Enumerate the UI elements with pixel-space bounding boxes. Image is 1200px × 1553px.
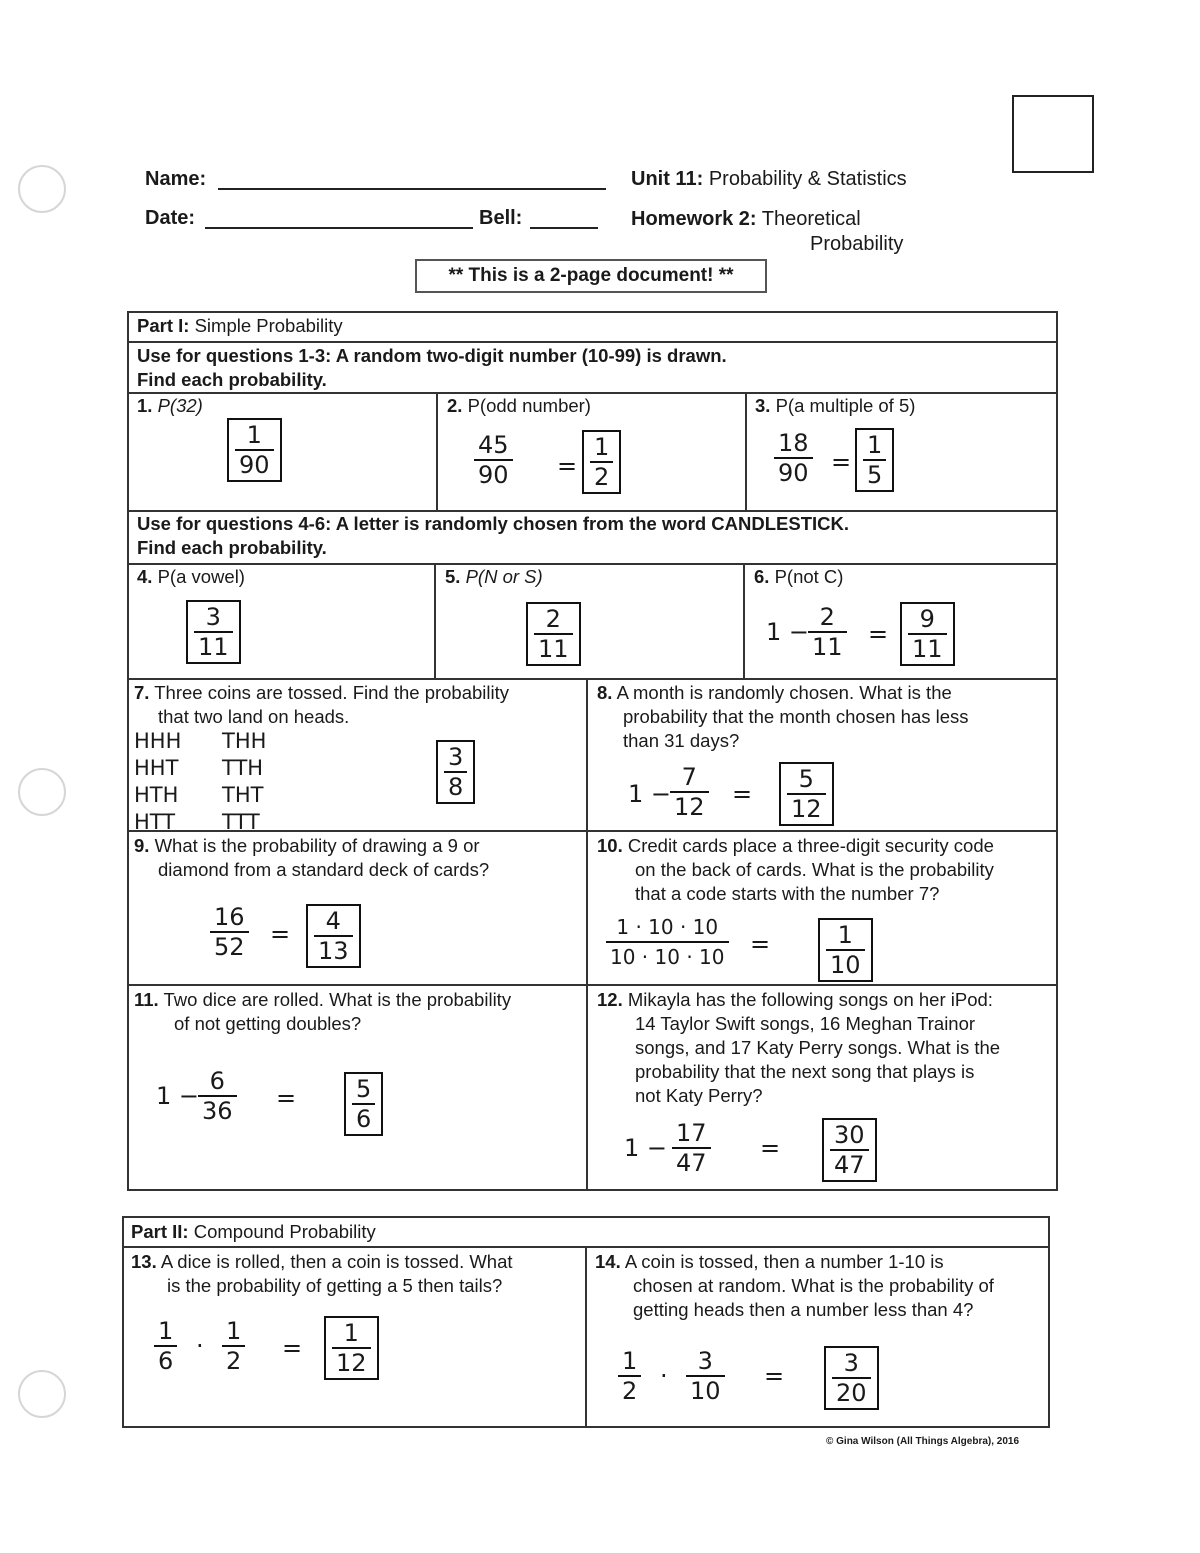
work-9: 16 52 <box>210 904 249 960</box>
work-13-b: 1 2 <box>222 1318 245 1374</box>
equals-8: = <box>732 780 753 808</box>
question-12: 12. Mikayla has the following songs on her iPod: 14 Taylor Swift songs, 16 Meghan Trainor songs, and 17 Katy Perry songs. What is the probability that the next song that plays is not Katy Perry? <box>597 989 1001 1106</box>
question-5: 5. P(N or S) <box>445 566 543 587</box>
homework-title <box>631 208 861 231</box>
name-label: Name: <box>145 168 207 190</box>
date-label: Date: <box>145 207 196 229</box>
bell-line <box>530 227 598 229</box>
answer-7: 3 8 <box>436 740 475 804</box>
work-11: 6 36 <box>198 1068 237 1124</box>
question-9: 9. What is the probability of drawing a 9 or diamond from a standard deck of cards? <box>134 835 490 880</box>
work-14-a: 1 2 <box>618 1348 641 1404</box>
answer-9: 4 13 <box>306 904 361 968</box>
answer-14: 3 20 <box>824 1346 879 1410</box>
instructions-4-6-line1: Use for questions 4-6: A letter is randomly chosen from the word CANDLESTICK. <box>137 513 850 534</box>
one-minus-6: 1 − <box>766 618 810 646</box>
answer-3: 1 5 <box>855 428 894 492</box>
answer-4: 3 11 <box>186 600 241 664</box>
unit-name: Probability & Statistics <box>708 168 907 190</box>
score-box <box>1012 95 1094 173</box>
equals-14: = <box>764 1362 785 1390</box>
question-8: 8. A month is randomly chosen. What is the probability that the month chosen has less than 31 days? <box>597 682 969 751</box>
bell-label: Bell: <box>479 207 523 229</box>
answer-12: 30 47 <box>822 1118 877 1182</box>
coin-outcomes-col2: THH TTH THT TTT <box>222 729 267 834</box>
two-page-banner: ** This is a 2-page document! ** <box>415 259 767 293</box>
question-14: 14. A coin is tossed, then a number 1-10 is chosen at random. What is the probability of getting heads then a number less than 4? <box>595 1251 994 1320</box>
part1-name: Simple Probability <box>194 315 343 336</box>
instructions-1-3 <box>137 344 727 392</box>
equals-10: = <box>750 930 771 958</box>
question-3: 3. P(a multiple of 5) <box>755 395 916 416</box>
work-2: 45 90 <box>474 432 513 488</box>
instructions-4-6-line2: Find each probability. <box>137 537 327 558</box>
question-4: 4. P(a vowel) <box>137 566 245 587</box>
equals-9: = <box>270 920 291 948</box>
question-10: 10. Credit cards place a three-digit security code on the back of cards. What is the probability that a code starts with the number 7? <box>597 835 994 904</box>
equals-6: = <box>868 620 889 648</box>
equals-3: = <box>831 448 852 476</box>
one-minus-12: 1 − <box>624 1134 668 1162</box>
part2-name: Compound Probability <box>193 1221 376 1242</box>
answer-2: 1 2 <box>582 430 621 494</box>
part1-label: Part I: <box>137 315 190 336</box>
dot-13: · <box>196 1332 204 1360</box>
work-12: 17 47 <box>672 1120 711 1176</box>
answer-6: 9 11 <box>900 602 955 666</box>
answer-1: 1 90 <box>227 418 282 482</box>
coin-outcomes-col1: HHH HHT HTH HTT <box>134 729 182 834</box>
answer-5: 2 11 <box>526 602 581 666</box>
question-13: 13. A dice is rolled, then a coin is tossed. What is the probability of getting a 5 then tails? <box>131 1251 513 1296</box>
work-13-a: 1 6 <box>154 1318 177 1374</box>
part2-title <box>131 1220 376 1244</box>
work-8: 7 12 <box>670 764 709 820</box>
dot-14: · <box>660 1362 668 1390</box>
binder-hole-top <box>18 165 66 213</box>
homework-label: Homework 2: <box>631 208 757 230</box>
work-14-b: 3 10 <box>686 1348 725 1404</box>
question-11: 11. Two dice are rolled. What is the probability of not getting doubles? <box>134 989 512 1034</box>
homework-name-1: Theoretical <box>761 208 861 230</box>
date-line <box>205 227 473 229</box>
homework-name-2: Probability <box>810 233 904 255</box>
equals-2: = <box>557 452 578 480</box>
instructions-1-3-line1: Use for questions 1-3: A random two-digit number (10-99) is drawn. <box>137 345 727 366</box>
copyright-footer: © Gina Wilson (All Things Algebra), 2016 <box>826 1436 1020 1447</box>
equals-11: = <box>276 1084 297 1112</box>
work-3: 18 90 <box>774 430 813 486</box>
question-2: 2. P(odd number) <box>447 395 591 416</box>
equals-13: = <box>282 1334 303 1362</box>
answer-13: 1 12 <box>324 1316 379 1380</box>
equals-12: = <box>760 1134 781 1162</box>
instructions-4-6 <box>137 512 849 560</box>
instructions-1-3-line2: Find each probability. <box>137 369 327 390</box>
question-6: 6. P(not C) <box>754 566 844 587</box>
answer-11: 5 6 <box>344 1072 383 1136</box>
question-1: 1. P(32) <box>137 395 203 416</box>
one-minus-11: 1 − <box>156 1082 200 1110</box>
one-minus-8: 1 − <box>628 780 672 808</box>
part1-title <box>137 314 343 338</box>
unit-title <box>631 168 907 191</box>
unit-label: Unit 11: <box>631 168 704 190</box>
binder-hole-middle <box>18 768 66 816</box>
answer-10: 1 10 <box>818 918 873 982</box>
part2-label: Part II: <box>131 1221 189 1242</box>
name-line <box>218 188 606 190</box>
binder-hole-bottom <box>18 1370 66 1418</box>
work-10: 1 · 10 · 10 10 · 10 · 10 <box>606 914 729 970</box>
answer-8: 5 12 <box>779 762 834 826</box>
question-7: 7. Three coins are tossed. Find the probability that two land on heads. <box>134 682 510 727</box>
work-6: 2 11 <box>808 604 847 660</box>
